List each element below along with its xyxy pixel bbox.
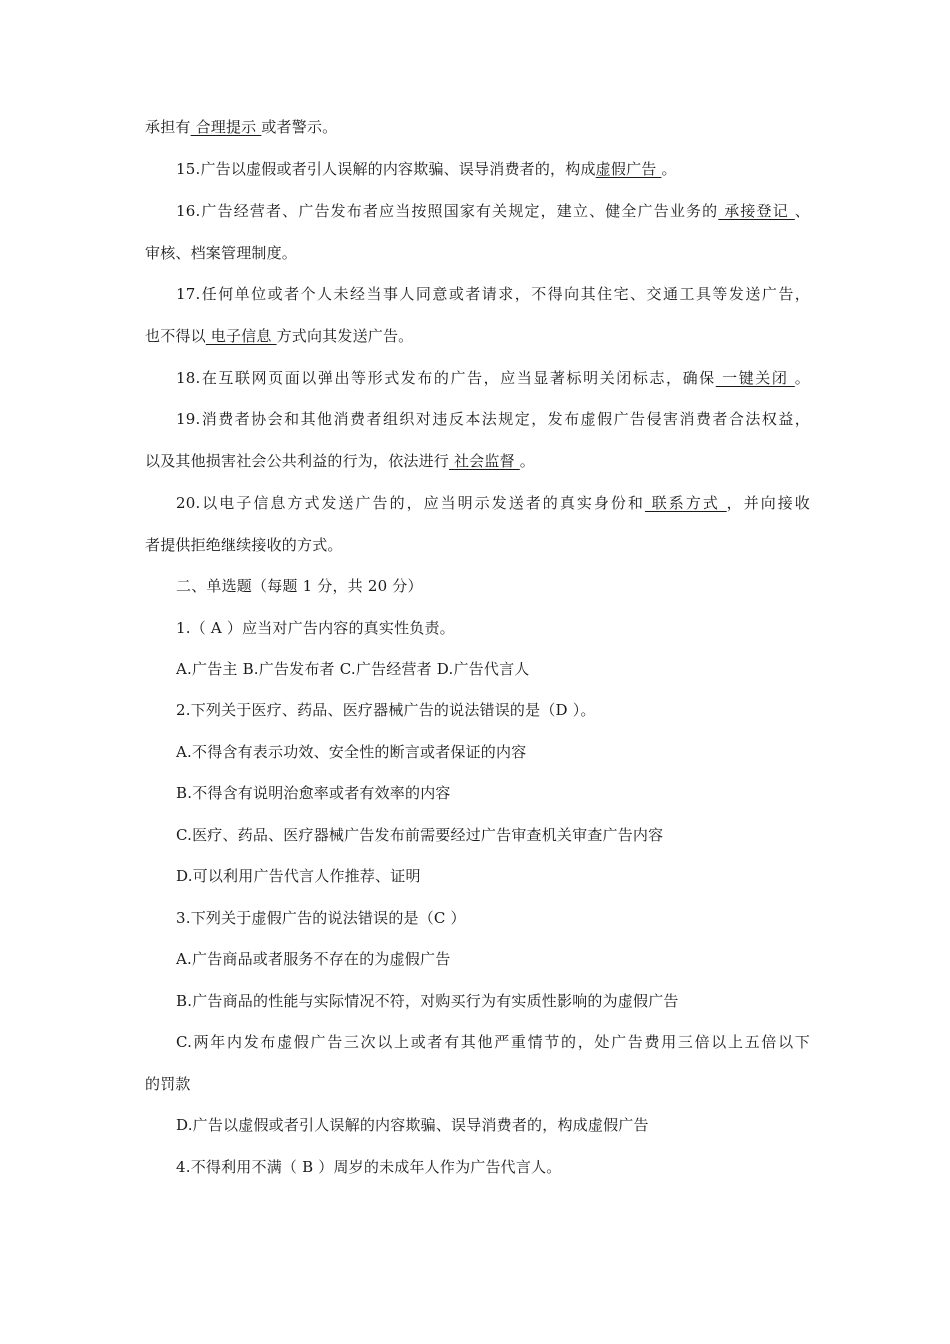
- question-option: B.广告商品的性能与实际情况不符，对购买行为有实质性影响的为虚假广告: [176, 992, 679, 1010]
- question-text: 4.不得利用不满（ B ）周岁的未成年人作为广告代言人。: [176, 1158, 562, 1176]
- text-line: 审核、档案管理制度。: [145, 244, 298, 262]
- text-line: [145, 451, 810, 471]
- question-text: 3.下列关于虚假广告的说法错误的是（C ）: [176, 909, 466, 927]
- question-option: C.医疗、药品、医疗器械广告发布前需要经过广告审查机关审查广告内容: [176, 826, 664, 844]
- answer-blank: 社会监督: [449, 452, 520, 470]
- line-text: ，并向接收: [726, 494, 810, 512]
- line-text: 。: [519, 452, 535, 470]
- answer-blank: 电子信息: [205, 327, 277, 345]
- line-text: 20.以电子信息方式发送广告的，应当明示发送者的真实身份和: [176, 494, 645, 512]
- question-option: A.不得含有表示功效、安全性的断言或者保证的内容: [176, 743, 527, 761]
- text-line: [176, 368, 810, 388]
- question-text: 2.下列关于医疗、药品、医疗器械广告的说法错误的是（D ）。: [176, 701, 596, 719]
- text-line: [145, 326, 810, 346]
- line-text: 方式向其发送广告。: [276, 327, 414, 345]
- line-text: 18.在互联网页面以弹出等形式发布的广告，应当显著标明关闭标志，确保: [176, 369, 716, 387]
- text-line: 17.任何单位或者个人未经当事人同意或者请求，不得向其住宅、交通工具等发送广告，: [176, 285, 810, 303]
- answer-blank: 合理提示: [190, 118, 262, 136]
- line-text: 。: [794, 369, 810, 387]
- question-text: 1.（ A ）应当对广告内容的真实性负责。: [176, 619, 455, 637]
- text-line: [176, 201, 810, 221]
- text-line: 者提供拒绝继续接收的方式。: [145, 536, 343, 554]
- line-text: 。: [661, 160, 677, 178]
- text-line: [145, 117, 810, 137]
- question-option-continued: 的罚款: [145, 1075, 191, 1093]
- line-text: 或者警示。: [261, 118, 338, 136]
- section-heading: 二、单选题（每题 1 分，共 20 分）: [176, 577, 423, 595]
- text-line: [176, 493, 810, 513]
- question-options: A.广告主 B.广告发布者 C.广告经营者 D.广告代言人: [176, 660, 530, 678]
- text-line: [176, 159, 810, 179]
- question-option: D.广告以虚假或者引人误解的内容欺骗、误导消费者的，构成虚假广告: [176, 1116, 649, 1134]
- question-option: A.广告商品或者服务不存在的为虚假广告: [176, 950, 451, 968]
- line-text: 16.广告经营者、广告发布者应当按照国家有关规定，建立、健全广告业务的: [176, 202, 719, 220]
- text-line: 19.消费者协会和其他消费者组织对违反本法规定，发布虚假广告侵害消费者合法权益，: [176, 410, 810, 428]
- question-option: C.两年内发布虚假广告三次以上或者有其他严重情节的，处广告费用三倍以上五倍以下: [176, 1033, 810, 1051]
- line-text: 、: [794, 202, 810, 220]
- line-text: 也不得以: [145, 327, 206, 345]
- answer-blank: 虚假广告: [595, 160, 662, 178]
- question-option: B.不得含有说明治愈率或者有效率的内容: [176, 784, 451, 802]
- question-option: D.可以利用广告代言人作推荐、证明: [176, 867, 421, 885]
- line-text: 以及其他损害社会公共利益的行为，依法进行: [145, 452, 450, 470]
- line-text: 承担有: [145, 118, 191, 136]
- answer-blank: 承接登记: [718, 202, 795, 220]
- answer-blank: 联系方式: [644, 494, 727, 512]
- line-text: 15.广告以虚假或者引人误解的内容欺骗、误导消费者的，构成: [176, 160, 596, 178]
- answer-blank: 一键关闭: [715, 369, 795, 387]
